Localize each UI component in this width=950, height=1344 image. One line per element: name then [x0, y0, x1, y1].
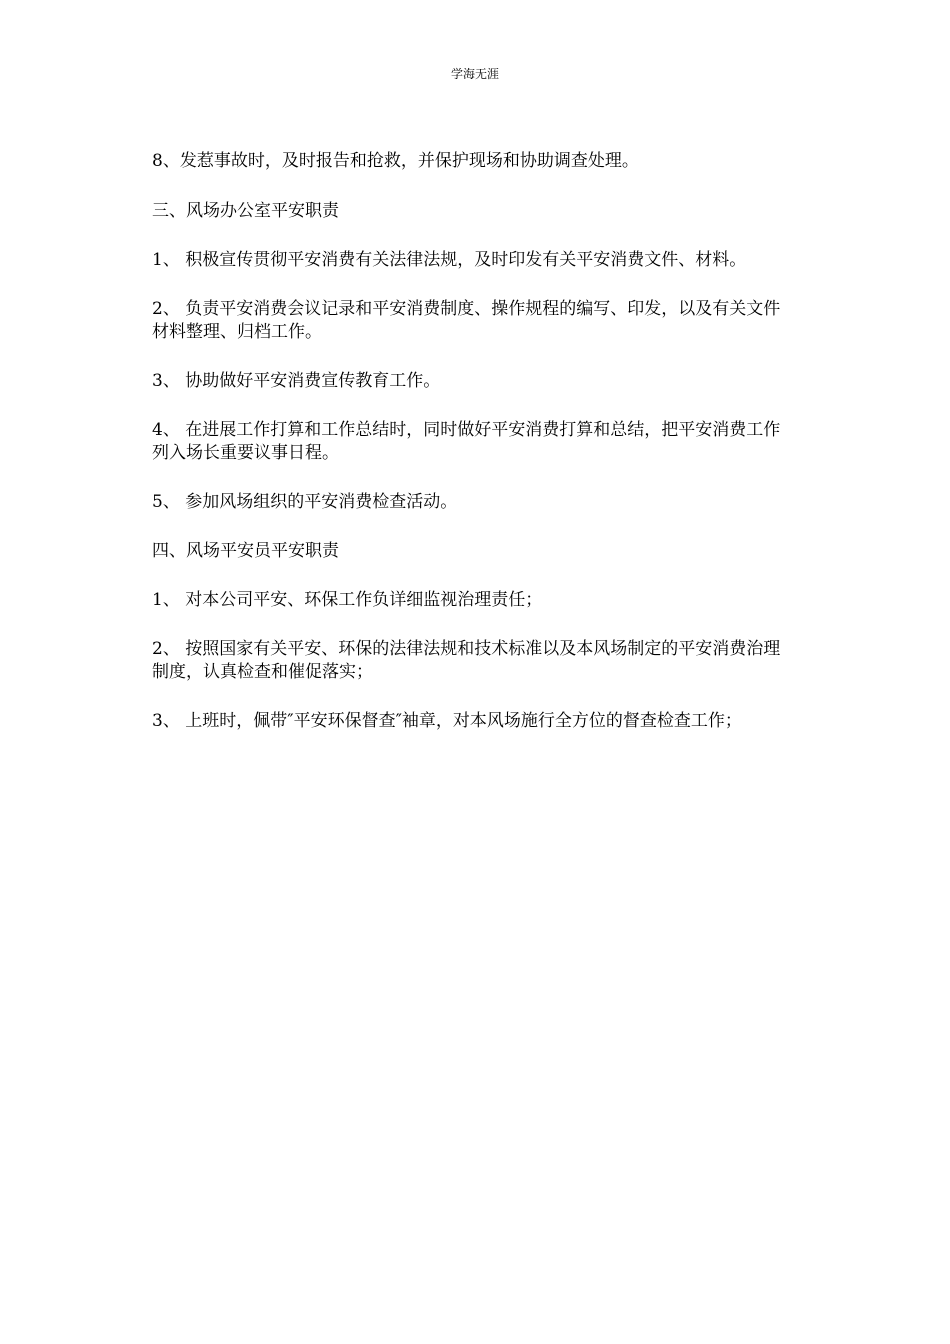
- item-text: 参加风场组织的平安消费检查活动。: [185, 492, 458, 512]
- section-title: 风场平安员平安职责: [186, 541, 339, 561]
- item-text: 在进展工作打算和工作总结时，同时做好平安消费打算和总结，把平安消费工作列入场长重要议事日程。: [152, 420, 781, 463]
- item-text: 积极宣传贯彻平安消费有关法律法规，及时印发有关平安消费文件、材料。: [185, 250, 747, 270]
- item-text: 负责平安消费会议记录和平安消费制度、操作规程的编写、印发，以及有关文件材料整理、归档工作。: [152, 299, 781, 342]
- section-title: 风场办公室平安职责: [186, 201, 339, 221]
- office-item-2: [152, 298, 792, 344]
- officer-item-3: [152, 710, 792, 733]
- item-text: 协助做好平安消费宣传教育工作。: [185, 371, 441, 391]
- officer-item-2: [152, 638, 792, 684]
- item-number: 2、: [152, 639, 186, 659]
- item-text: 按照国家有关平安、环保的法律法规和技术标准以及本风场制定的平安消费治理制度，认真检查和催促落实；: [152, 639, 781, 682]
- item-text: 上班时，佩带″平安环保督查″袖章，对本风场施行全方位的督查检查工作；: [185, 711, 742, 731]
- office-item-3: [152, 370, 792, 393]
- item-number: 5、: [152, 492, 186, 512]
- section-heading-safety-officer: [152, 540, 792, 563]
- officer-item-1: [152, 589, 792, 612]
- item-text: 发惹事故时，及时报告和抢救，并保护现场和协助调查处理。: [179, 151, 639, 171]
- page-header: 学海无涯: [450, 67, 499, 81]
- item-number: 1、: [152, 590, 186, 610]
- section-number: 三、: [152, 201, 186, 221]
- item-number: 1、: [152, 250, 186, 270]
- item-number: 2、: [152, 299, 186, 319]
- item-number: 3、: [152, 711, 186, 731]
- office-item-4: [152, 419, 792, 465]
- office-item-1: [152, 249, 792, 272]
- office-item-5: [152, 491, 792, 514]
- item-number: 8、: [152, 151, 180, 171]
- document-body: [152, 150, 792, 759]
- item-number: 3、: [152, 371, 186, 391]
- section-heading-office: [152, 200, 792, 223]
- item-8-accident-report: [152, 150, 792, 173]
- item-number: 4、: [152, 420, 186, 440]
- section-number: 四、: [152, 541, 186, 561]
- item-text: 对本公司平安、环保工作负详细监视治理责任；: [185, 590, 543, 610]
